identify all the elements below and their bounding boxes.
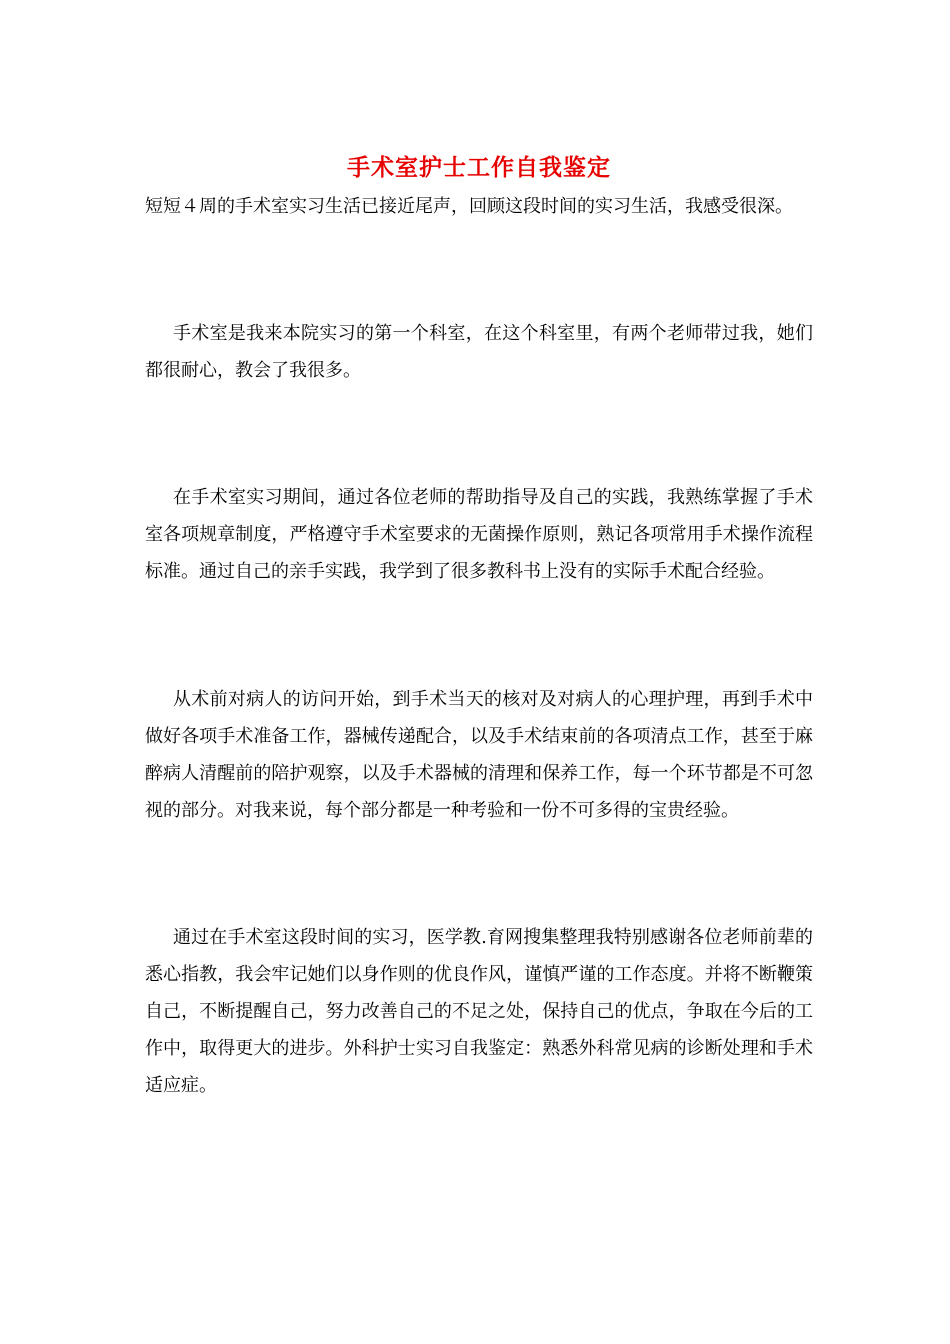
paragraph-spacer: [145, 829, 813, 919]
paragraph-spacer: [145, 389, 813, 479]
document-title: 手术室护士工作自我鉴定: [347, 154, 611, 181]
paragraph-5: 通过在手术室这段时间的实习，医学教.育网搜集整理我特别感谢各位老师前辈的悉心指教，我会牢记她们以身作则的优良作风，谨慎严谨的工作态度。并将不断鞭策自己，不断提醒自己，努力改善自己的不足之处，保持自己的优点，争取在今后的工作中，取得更大的进步。外科护士实习自我鉴定：熟悉外科常见病的诊断处理和手术适应症。: [145, 927, 813, 1096]
paragraph-1: 短短４周的手术室实习生活已接近尾声，回顾这段时间的实习生活，我感受很深。: [145, 196, 793, 217]
paragraph-spacer: [145, 590, 813, 681]
paragraph-2: 手术室是我来本院实习的第一个科室，在这个科室里，有两个老师带过我，她们都很耐心，教会了我很多。: [145, 323, 813, 381]
paragraph-spacer: [145, 225, 813, 315]
paragraph-4: 从术前对病人的访问开始，到手术当天的核对及对病人的心理护理，再到手术中做好各项手术准备工作，器械传递配合，以及手术结束前的各项清点工作，甚至于麻醉病人清醒前的陪护观察，以及手术器械的清理和保养工作，每一个环节都是不可忽视的部分。对我来说，每个部分都是一种考验和一份不可多得的宝贵经验。: [145, 689, 813, 821]
document-page: [145, 148, 813, 1104]
paragraph-3: 在手术室实习期间，通过各位老师的帮助指导及自己的实践，我熟练掌握了手术室各项规章制度，严格遵守手术室要求的无菌操作原则，熟记各项常用手术操作流程标准。通过自己的亲手实践，我学到了很多教科书上没有的实际手术配合经验。: [145, 487, 813, 582]
